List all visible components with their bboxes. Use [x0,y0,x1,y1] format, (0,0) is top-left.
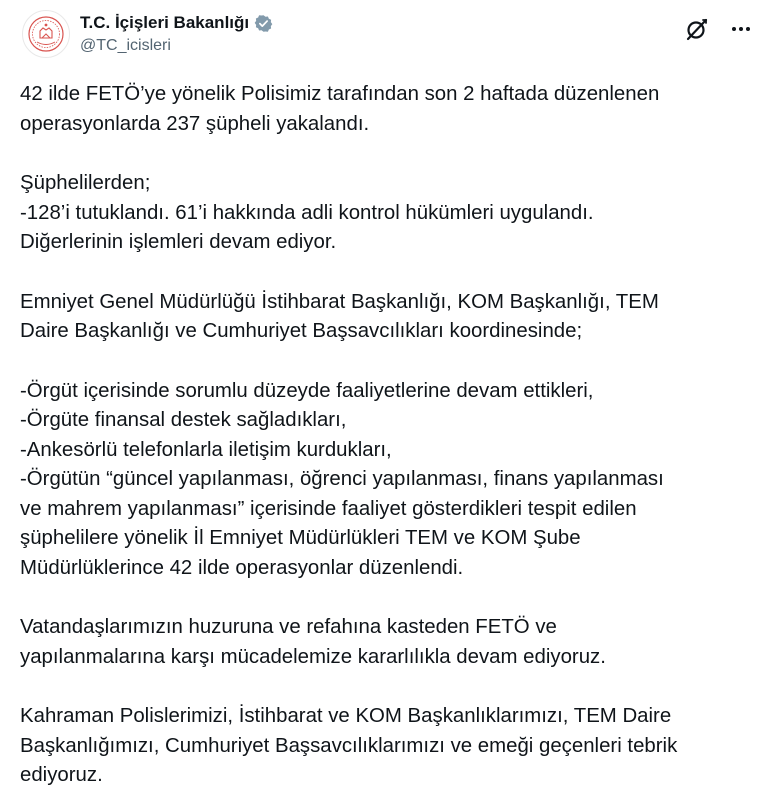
text-line: 42 ilde FETÖ’ye yönelik Polisimiz tarafından son 2 haftada düzenlenen [20,83,660,105]
paragraph-list [20,377,750,584]
text-line: Müdürlüklerince 42 ilde operasyonlar düzenlendi. [20,556,464,579]
text-line: Başkanlığımızı, Cumhuriyet Başsavcılıklarımızı ve emeği geçenleri tebrik [20,734,678,757]
text-line: ve mahrem yapılanması” içerisinde faaliyet gösterdikleri tespit edilen [20,497,637,520]
verified-badge-icon [254,14,273,33]
ministry-logo [23,11,69,57]
paragraph-congratulations [20,702,750,791]
text-line: -Ankesörlü telefonlarla iletişim kurdukları, [20,438,392,461]
paragraph-intro [20,80,750,139]
paragraph-determination [20,613,750,672]
text-line: yapılanmalarına karşı mücadelemize kararlılıkla devam ediyoruz. [20,645,606,668]
text-line: Emniyet Genel Müdürlüğü İstihbarat Başkanlığı, KOM Başkanlığı, TEM [20,290,659,313]
tweet-header [20,10,760,62]
grok-icon[interactable] [684,16,710,42]
tweet-text [20,80,750,809]
text-line: Şüphelilerden; [20,172,151,194]
display-name-row [80,12,273,34]
text-line: -Örgüt içerisinde sorumlu düzeyde faaliyetlerine devam ettikleri, [20,379,594,402]
paragraph-coordination [20,288,750,347]
tweet-actions [684,16,752,42]
avatar[interactable] [22,10,70,58]
paragraph-suspects [20,169,750,258]
account-names [80,12,273,55]
text-line: ediyoruz. [20,764,103,786]
text-line: -Örgüte finansal destek sağladıkları, [20,409,347,431]
text-line: şüphelilere yönelik İl Emniyet Müdürlükleri TEM ve KOM Şube [20,527,581,549]
text-line: Vatandaşlarımızın huzuruna ve refahına kasteden FETÖ ve [20,616,557,638]
handle[interactable]: @TC_icisleri [80,37,171,54]
text-line: Daire Başkanlığı ve Cumhuriyet Başsavcılıkları koordinesinde; [20,320,583,342]
display-name[interactable]: T.C. İçişleri Bakanlığı [80,13,250,32]
text-line: Diğerlerinin işlemleri devam ediyor. [20,231,337,253]
text-line: Kahraman Polislerimizi, İstihbarat ve KOM Başkanlıklarımızı, TEM Daire [20,705,672,727]
text-line: -128’i tutuklandı. 61’i hakkında adli kontrol hükümleri uygulandı. [20,201,594,224]
more-dots-icon[interactable] [730,18,752,40]
text-line: operasyonlarda 237 şüpheli yakalandı. [20,112,370,135]
text-line: -Örgütün “güncel yapılanması, öğrenci yapılanması, finans yapılanması [20,468,664,490]
